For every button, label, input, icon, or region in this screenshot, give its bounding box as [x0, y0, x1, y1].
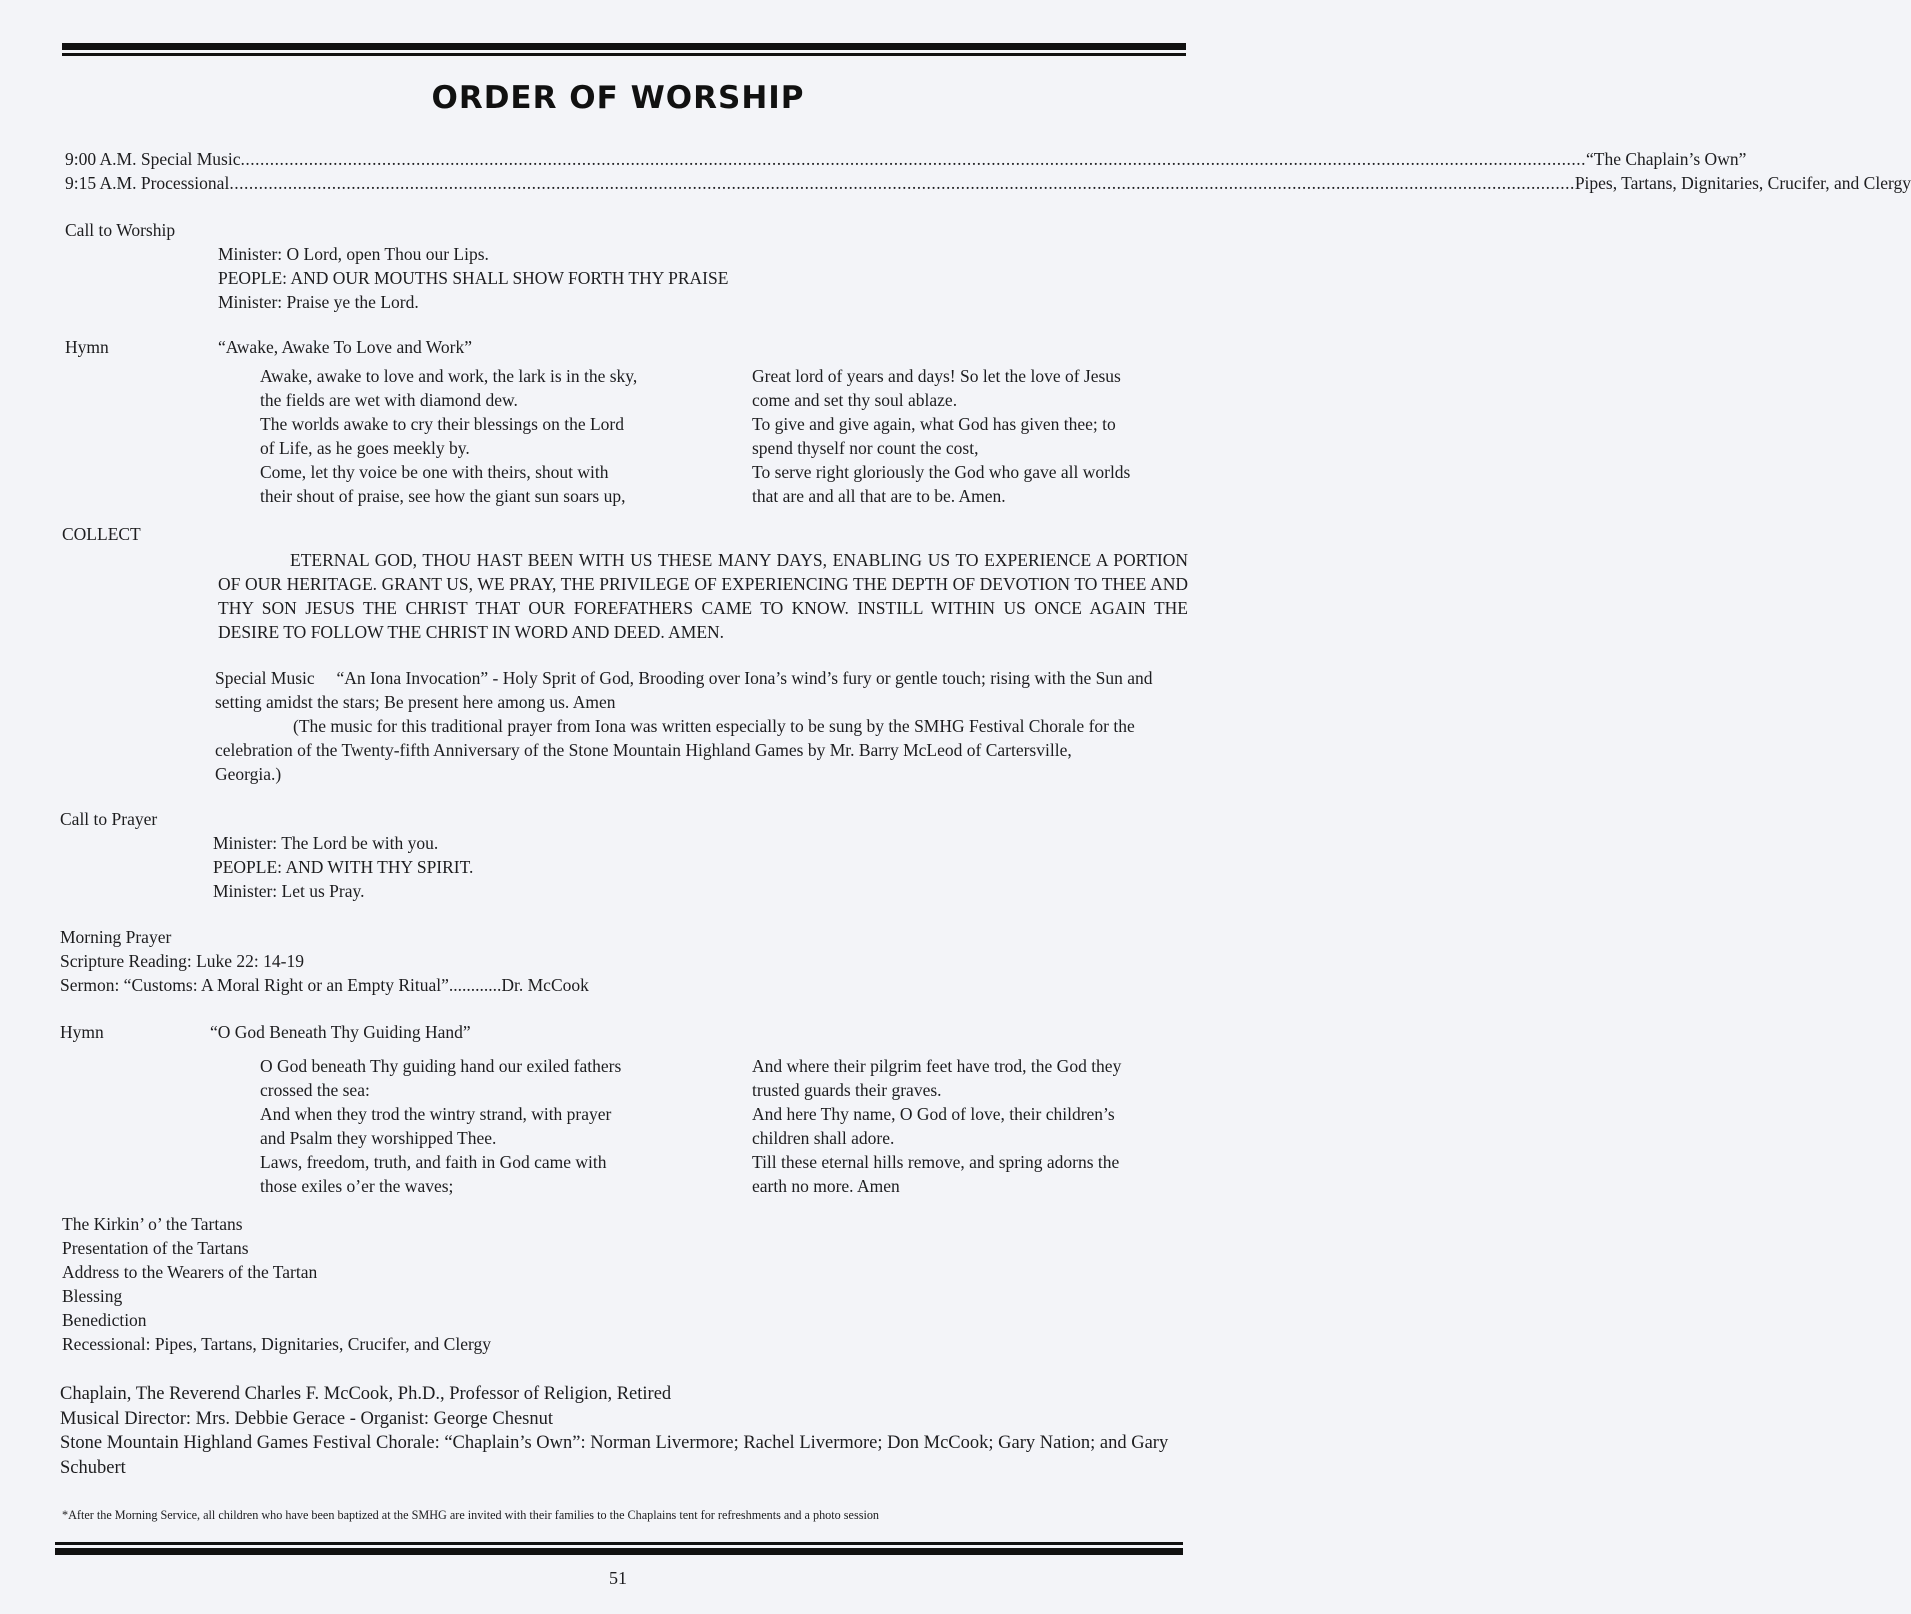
collect-label: COLLECT	[62, 524, 141, 544]
special-music-note: (The music for this traditional prayer from Iona was written especially to be sung by the SMHG Festival Chorale for the celebration of the Twenty-fifth Anniversary of the Stone Mountain Highland Games by Mr. Barry McLeod of Cartersville, Georgia.)	[215, 716, 1135, 784]
responsive-line: PEOPLE: AND WITH THY SPIRIT.	[213, 857, 474, 877]
hymn-1-label: Hymn	[65, 337, 109, 357]
hymn-1-verse-left	[260, 364, 637, 508]
responsive-line: Minister: The Lord be with you.	[213, 833, 439, 853]
bottom-rule-thin	[55, 1542, 1183, 1545]
verse-line: that are and all that are to be. Amen.	[752, 486, 1006, 506]
verse-line: crossed the sea:	[260, 1080, 370, 1100]
verse-line: Awake, awake to love and work, the lark is in the sky,	[260, 366, 638, 386]
call-to-worship-label: Call to Worship	[65, 220, 176, 240]
credits	[60, 1382, 1180, 1480]
hymn-2-label: Hymn	[60, 1022, 104, 1042]
responsive-line: Minister: O Lord, open Thou our Lips.	[218, 244, 489, 264]
verse-line: the fields are wet with diamond dew.	[260, 390, 518, 410]
leader-dots: ....................................................................................................................................................................................................................................................................................	[229, 173, 1575, 193]
page-title: ORDER OF WORSHIP	[431, 80, 805, 116]
hymn-1-verse-right	[752, 364, 1130, 508]
responsive-line: PEOPLE: AND OUR MOUTHS SHALL SHOW FORTH THY PRAISE	[218, 268, 729, 288]
order-item: Recessional: Pipes, Tartans, Dignitaries, Crucifer, and Clergy	[62, 1334, 491, 1354]
schedule-line-2	[65, 171, 1911, 195]
verse-line: children shall adore.	[752, 1128, 895, 1148]
verse-line: O God beneath Thy guiding hand our exiled fathers	[260, 1056, 622, 1076]
prayer-block	[60, 925, 589, 997]
call-to-prayer-lines	[213, 831, 473, 903]
verse-line: And here Thy name, O God of love, their children’s	[752, 1104, 1115, 1124]
order-item: The Kirkin’ o’ the Tartans	[62, 1214, 243, 1234]
credit-music: Musical Director: Mrs. Debbie Gerace - Organist: George Chesnut	[60, 1408, 554, 1429]
credit-chorale: Stone Mountain Highland Games Festival Chorale: “Chaplain’s Own”: Norman Livermore; Rachel Livermore; Don McCook; Gary Nation; and Gary Schubert	[60, 1433, 1169, 1478]
hymn-2-verse-left	[260, 1054, 621, 1198]
verse-line: And where their pilgrim feet have trod, the God they	[752, 1056, 1122, 1076]
special-music-text: Special Music “An Iona Invocation” - Holy Sprit of God, Brooding over Iona’s wind’s fury or gentle touch; rising with the Sun and setting amidst the stars; Be present here among us. Amen	[215, 668, 1153, 712]
verse-line: And when they trod the wintry strand, with prayer	[260, 1104, 612, 1124]
footnote: *After the Morning Service, all children who have been baptized at the SMHG are invited with their families to the Chaplains tent for refreshments and a photo session	[62, 1508, 880, 1522]
call-to-worship-lines	[218, 242, 728, 314]
verse-line: To give and give again, what God has given thee; to	[752, 414, 1116, 434]
page-number: 51	[609, 1568, 627, 1588]
verse-line: Laws, freedom, truth, and faith in God came with	[260, 1152, 607, 1172]
top-rule-thick	[62, 43, 1186, 50]
verse-line: Come, let thy voice be one with theirs, shout with	[260, 462, 609, 482]
schedule-line-1	[65, 147, 1747, 171]
collect-text: ETERNAL GOD, THOU HAST BEEN WITH US THESE MANY DAYS, ENABLING US TO EXPERIENCE A PORTION OF OUR HERITAGE. GRANT US, WE PRAY, THE PRIVILEGE OF EXPERIENCING THE DEPTH OF DEVOTION TO THEE AND THY SON JESUS THE CHRIST THAT OUR FOREFATHERS CAME TO KNOW. INSTILL WITHIN US ONCE AGAIN THE DESIRE TO FOLLOW THE CHRIST IN WORD AND DEED. AMEN.	[218, 550, 1188, 642]
schedule-time-1: 9:00 A.M. Special Music	[65, 149, 241, 169]
verse-line: of Life, as he goes meekly by.	[260, 438, 470, 458]
schedule-item-2: Pipes, Tartans, Dignitaries, Crucifer, and Clergy	[1574, 173, 1911, 193]
verse-line: Great lord of years and days! So let the love of Jesus	[752, 366, 1121, 386]
verse-line: To serve right gloriously the God who gave all worlds	[752, 462, 1131, 482]
schedule-time-2: 9:15 A.M. Processional	[65, 173, 230, 193]
order-item: Scripture Reading: Luke 22: 14-19	[60, 951, 304, 971]
bottom-rule-thick	[55, 1548, 1183, 1555]
responsive-line: Minister: Praise ye the Lord.	[218, 292, 419, 312]
call-to-prayer-label: Call to Prayer	[60, 809, 158, 829]
hymn-2-title: “O God Beneath Thy Guiding Hand”	[210, 1022, 471, 1042]
verse-line: trusted guards their graves.	[752, 1080, 942, 1100]
verse-line: those exiles o’er the waves;	[260, 1176, 454, 1196]
order-item: Blessing	[62, 1286, 123, 1306]
verse-line: their shout of praise, see how the giant sun soars up,	[260, 486, 626, 506]
order-item: Presentation of the Tartans	[62, 1238, 249, 1258]
closing-items	[62, 1212, 491, 1356]
hymn-1-title: “Awake, Awake To Love and Work”	[218, 337, 472, 357]
top-rule-thin	[62, 53, 1186, 56]
order-item: Address to the Wearers of the Tartan	[62, 1262, 318, 1282]
credit-chaplain: Chaplain, The Reverend Charles F. McCook, Ph.D., Professor of Religion, Retired	[60, 1384, 672, 1404]
order-item: Morning Prayer	[60, 927, 172, 947]
verse-line: come and set thy soul ablaze.	[752, 390, 958, 410]
verse-line: earth no more. Amen	[752, 1176, 900, 1196]
responsive-line: Minister: Let us Pray.	[213, 881, 365, 901]
schedule-item-1: “The Chaplain’s Own”	[1585, 149, 1747, 169]
verse-line: and Psalm they worshipped Thee.	[260, 1128, 497, 1148]
verse-line: The worlds awake to cry their blessings on the Lord	[260, 414, 625, 434]
leader-dots: ....................................................................................................................................................................................................................................................................................	[240, 149, 1586, 169]
verse-line: spend thyself nor count the cost,	[752, 438, 979, 458]
hymn-2-verse-right	[752, 1054, 1121, 1198]
order-item: Sermon: “Customs: A Moral Right or an Empty Ritual”............Dr. McCook	[60, 975, 589, 995]
verse-line: Till these eternal hills remove, and spring adorns the	[752, 1152, 1120, 1172]
order-item: Benediction	[62, 1310, 147, 1330]
